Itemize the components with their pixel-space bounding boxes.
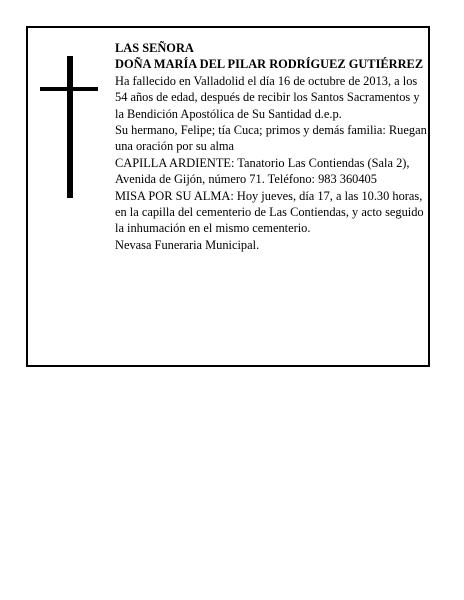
mass-paragraph: MISA POR SU ALMA: Hoy jueves, día 17, a las 10.30 horas, en la capilla del cementerio de Las Contiendas, y acto seguido la inhumación en el mismo cementerio.	[115, 188, 424, 236]
chapel-paragraph: CAPILLA ARDIENTE: Tanatorio Las Contiendas (Sala 2), Avenida de Gijón, número 71. Teléfono: 983 360405	[115, 155, 410, 187]
death-paragraph: Ha fallecido en Valladolid el día 16 de octubre de 2013, a los 54 años de edad, después de recibir los Santos Sacramentos y la Bendición Apostólica de Su Santidad d.e.p.	[115, 73, 420, 121]
notice-title: LAS SEÑORA	[115, 41, 194, 55]
obituary-notice	[26, 26, 430, 367]
deceased-name: DOÑA MARÍA DEL PILAR RODRÍGUEZ GUTIÉRREZ	[115, 57, 424, 72]
funeral-home: Nevasa Funeraria Municipal.	[115, 237, 260, 252]
family-paragraph: Su hermano, Felipe; tía Cuca; primos y demás familia: Ruegan una oración por su alma	[115, 123, 427, 154]
cross-vertical-bar	[67, 56, 73, 198]
cross-horizontal-bar	[40, 87, 98, 91]
notice-body	[115, 40, 427, 253]
